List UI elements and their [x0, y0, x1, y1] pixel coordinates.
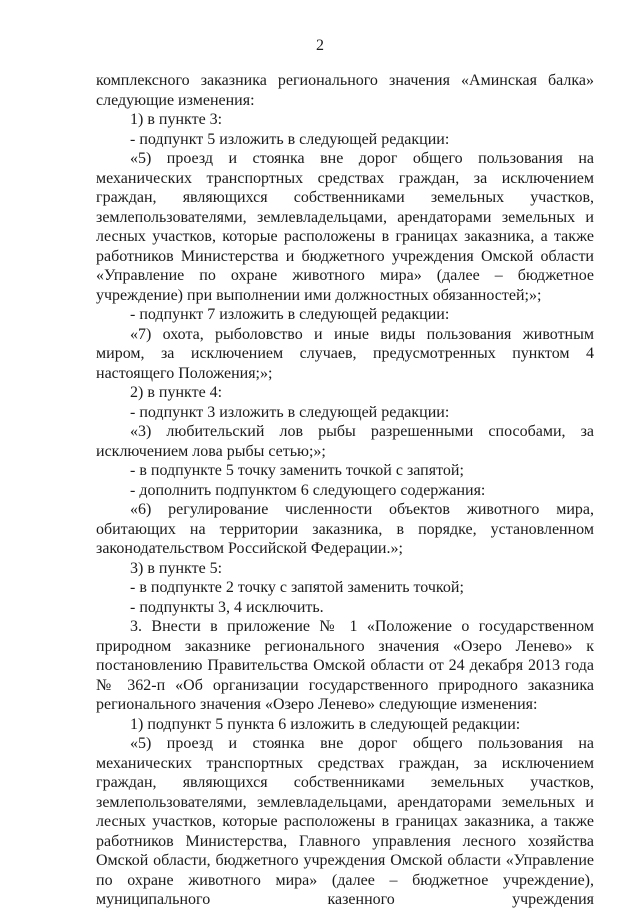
page-number: 2 — [316, 37, 324, 54]
paragraph-6: «7) охота, рыболовство и иные виды пользования животным миром, за исключением случаев, предусмотренных пунктом 4 настоящего Положения;»; — [96, 325, 594, 382]
paragraph-1: комплексного заказника регионального значения «Аминская балка» следующие изменения: — [96, 72, 594, 109]
paragraph-7: 2) в пункте 4: — [130, 384, 223, 401]
paragraph-2: 1) в пункте 3: — [130, 111, 223, 128]
paragraph-10: - в подпункте 5 точку заменить точкой с запятой; — [130, 462, 464, 479]
paragraph-17: 1) подпункт 5 пункта 6 изложить в следующей редакции: — [130, 715, 521, 733]
paragraph-4: «5) проезд и стоянка вне дорог общего пользования на механических транспортных средствах граждан, за исключением граждан, являющихся собственниками земельных участков, землепользователями, землевладельцами, арендаторами земельных и лесных участков, которые расположены в границах заказника, а также работников Министерства и бюджетного учреждения Омской области «Управление по охране животного мира» (далее – бюджетное учреждение) при выполнении ими должностных обязанностей;»; — [96, 150, 594, 304]
paragraph-15: - подпункты 3, 4 исключить. — [130, 598, 324, 616]
paragraph-9: «3) любительский лов рыбы разрешенными способами, за исключением лова рыбы сетью;»; — [96, 423, 594, 460]
paragraph-16: 3. Внести в приложение № 1 «Положение о государственном природном заказнике регионального значения «Озеро Ленево» к постановлению Правительства Омской области от 24 декабря 2013 года № 362-п «Об организации государственного природного заказника регионального значения «Озеро Ленево» следующие изменения: — [96, 618, 594, 713]
paragraph-12: «6) регулирование численности объектов животного мира, обитающих на территории заказника, в порядке, установленном законодательством Российской Федерации.»; — [96, 501, 594, 557]
document-body — [96, 71, 594, 910]
paragraph-14: - в подпункте 2 точку с запятой заменить точкой; — [130, 579, 464, 596]
paragraph-5: - подпункт 7 изложить в следующей редакции: — [130, 306, 450, 323]
paragraph-3: - подпункт 5 изложить в следующей редакции: — [130, 130, 450, 148]
paragraph-8: - подпункт 3 изложить в следующей редакции: — [130, 403, 450, 421]
paragraph-11: - дополнить подпунктом 6 следующего содержания: — [130, 481, 486, 499]
paragraph-13: 3) в пункте 5: — [130, 559, 223, 577]
paragraph-18: «5) проезд и стоянка вне дорог общего пользования на механических транспортных средствах граждан, за исключением граждан, являющихся собственниками земельных участков, землепользователями, землевладельцами, арендаторами земельных и лесных участков, которые расположены в границах заказника, а также работников Министерства, Главного управления лесного хозяйства Омской области, бюджетного учреждения Омской области «Управление по охране животного мира» (далее – бюджетное учреждение), муниципального казенного учреждения — [96, 735, 594, 908]
